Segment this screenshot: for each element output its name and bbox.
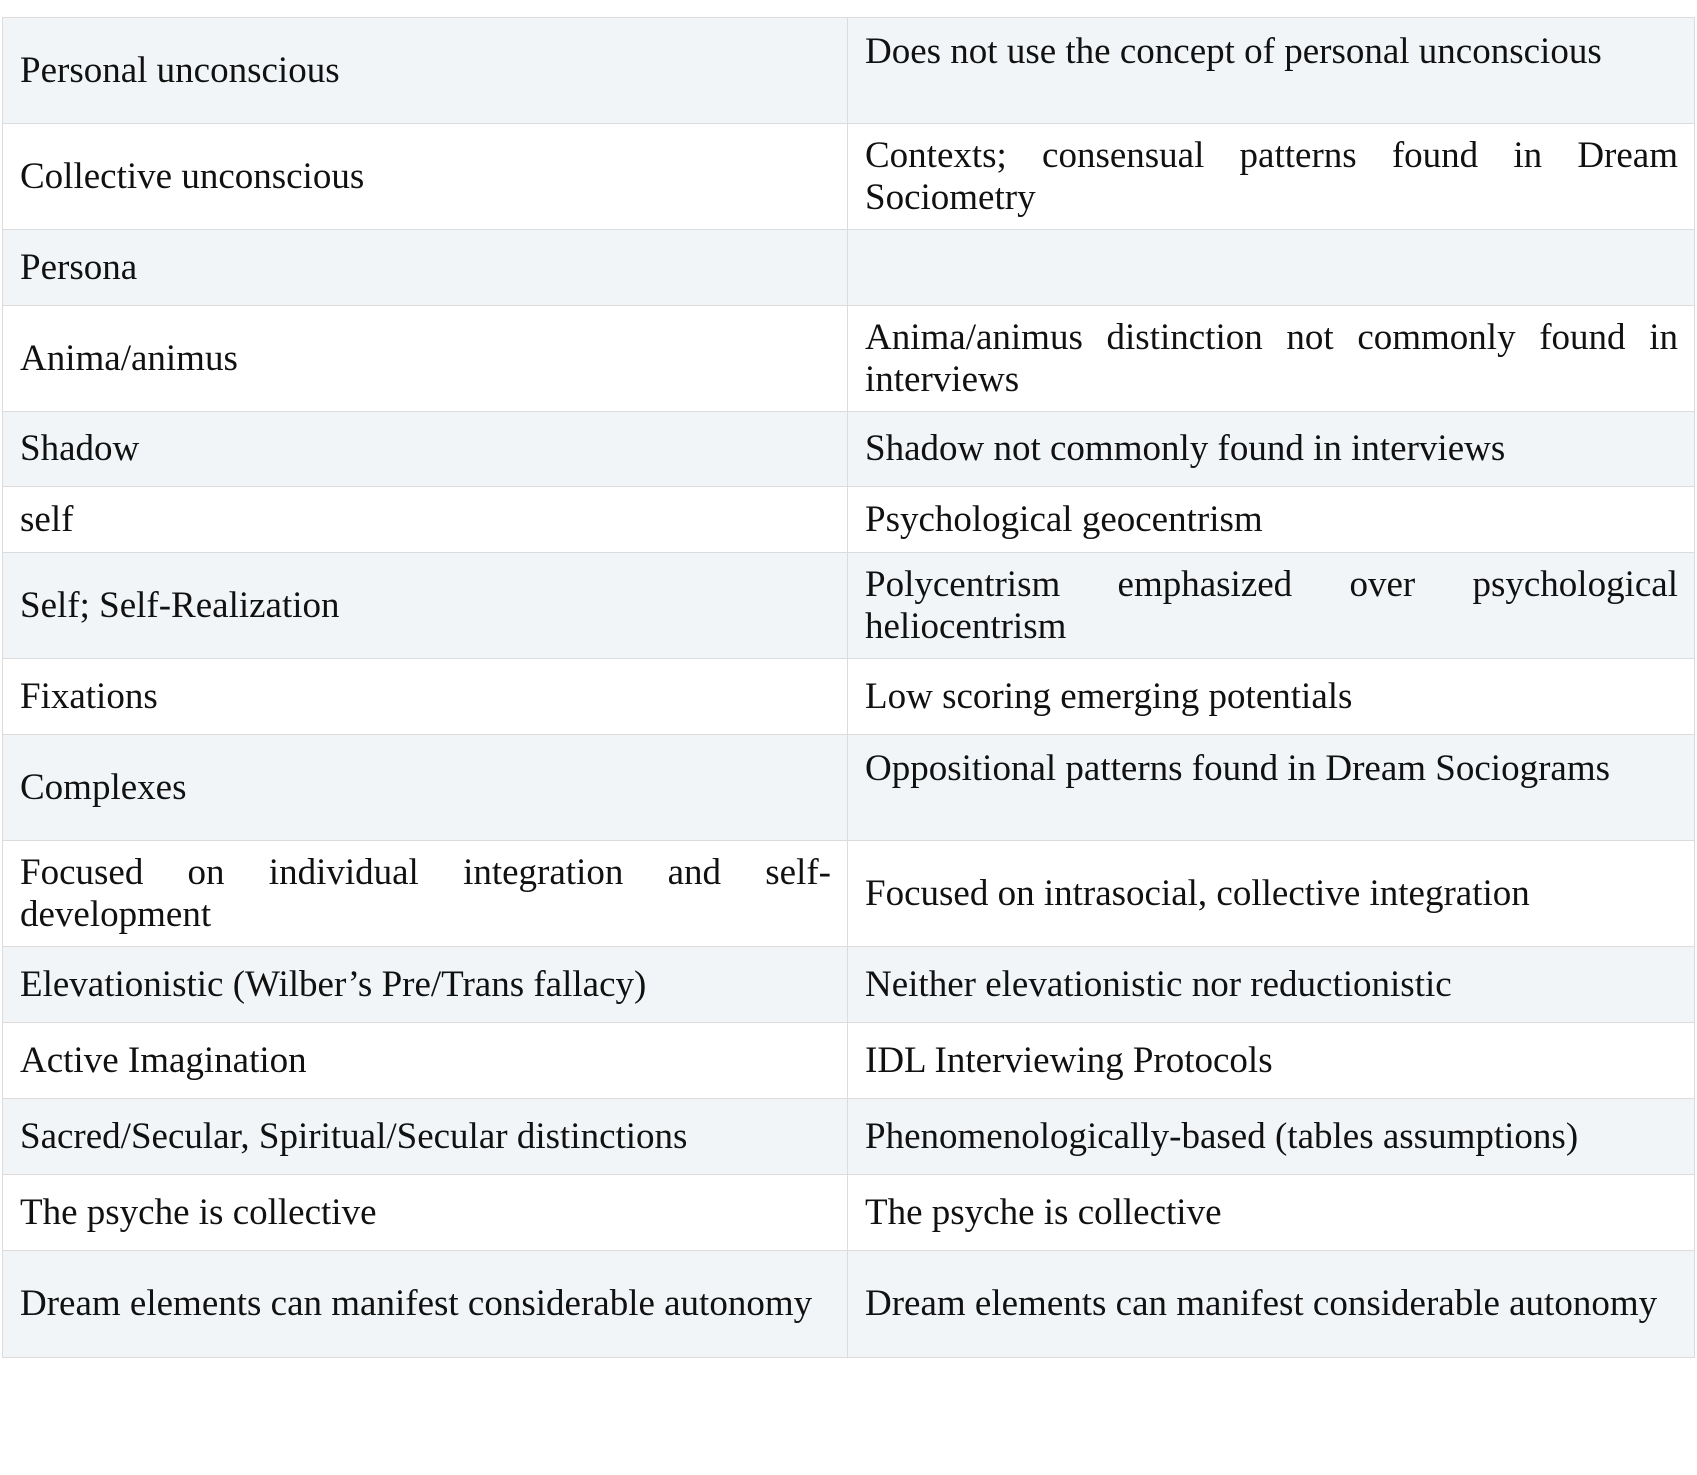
comparison-table — [2, 17, 1695, 1358]
table-cell-right: Psychological geocentrism — [848, 487, 1695, 553]
table-cell-left: Sacred/Secular, Spiritual/Secular distinctions — [3, 1099, 848, 1175]
table-cell-left: The psyche is collective — [3, 1175, 848, 1251]
table-cell-left: self — [3, 487, 848, 553]
table-row — [3, 18, 1695, 124]
table-row — [3, 1251, 1695, 1358]
table-row — [3, 841, 1695, 947]
table-cell-left: Active Imagination — [3, 1023, 848, 1099]
table-cell-right: Focused on intrasocial, collective integration — [848, 841, 1695, 947]
table-cell-right: Contexts; consensual patterns found in Dream Sociometry — [848, 124, 1695, 230]
table-row — [3, 735, 1695, 841]
table-cell-right — [848, 230, 1695, 306]
table-row — [3, 487, 1695, 553]
table-cell-left: Personal unconscious — [3, 18, 848, 124]
table-row — [3, 306, 1695, 412]
table-cell-right: Low scoring emerging potentials — [848, 659, 1695, 735]
table-row — [3, 412, 1695, 487]
table-cell-left: Shadow — [3, 412, 848, 487]
table-cell-right: IDL Interviewing Protocols — [848, 1023, 1695, 1099]
table-cell-left: Self; Self-Realization — [3, 553, 848, 659]
table-row — [3, 1175, 1695, 1251]
table-cell-right: Phenomenologically-based (tables assumptions) — [848, 1099, 1695, 1175]
table-row — [3, 659, 1695, 735]
table-cell-left: Persona — [3, 230, 848, 306]
table-cell-left: Collective unconscious — [3, 124, 848, 230]
table-cell-left: Fixations — [3, 659, 848, 735]
table-cell-right: Does not use the concept of personal unconscious — [848, 18, 1695, 124]
table-cell-right: Polycentrism emphasized over psychological heliocentrism — [848, 553, 1695, 659]
table-row — [3, 1023, 1695, 1099]
table-row — [3, 124, 1695, 230]
table-cell-left: Dream elements can manifest considerable autonomy — [3, 1251, 848, 1358]
table-cell-left: Focused on individual integration and self-development — [3, 841, 848, 947]
table-cell-left: Elevationistic (Wilber’s Pre/Trans fallacy) — [3, 947, 848, 1023]
comparison-table-container — [2, 17, 1694, 1358]
table-row — [3, 553, 1695, 659]
table-cell-right: Shadow not commonly found in interviews — [848, 412, 1695, 487]
table-cell-right: Oppositional patterns found in Dream Sociograms — [848, 735, 1695, 841]
table-cell-right: Dream elements can manifest considerable autonomy — [848, 1251, 1695, 1358]
table-row — [3, 1099, 1695, 1175]
table-row — [3, 230, 1695, 306]
table-cell-left: Anima/animus — [3, 306, 848, 412]
table-cell-right: Anima/animus distinction not commonly found in interviews — [848, 306, 1695, 412]
table-row — [3, 947, 1695, 1023]
table-cell-left: Complexes — [3, 735, 848, 841]
table-cell-right: The psyche is collective — [848, 1175, 1695, 1251]
table-cell-right: Neither elevationistic nor reductionistic — [848, 947, 1695, 1023]
